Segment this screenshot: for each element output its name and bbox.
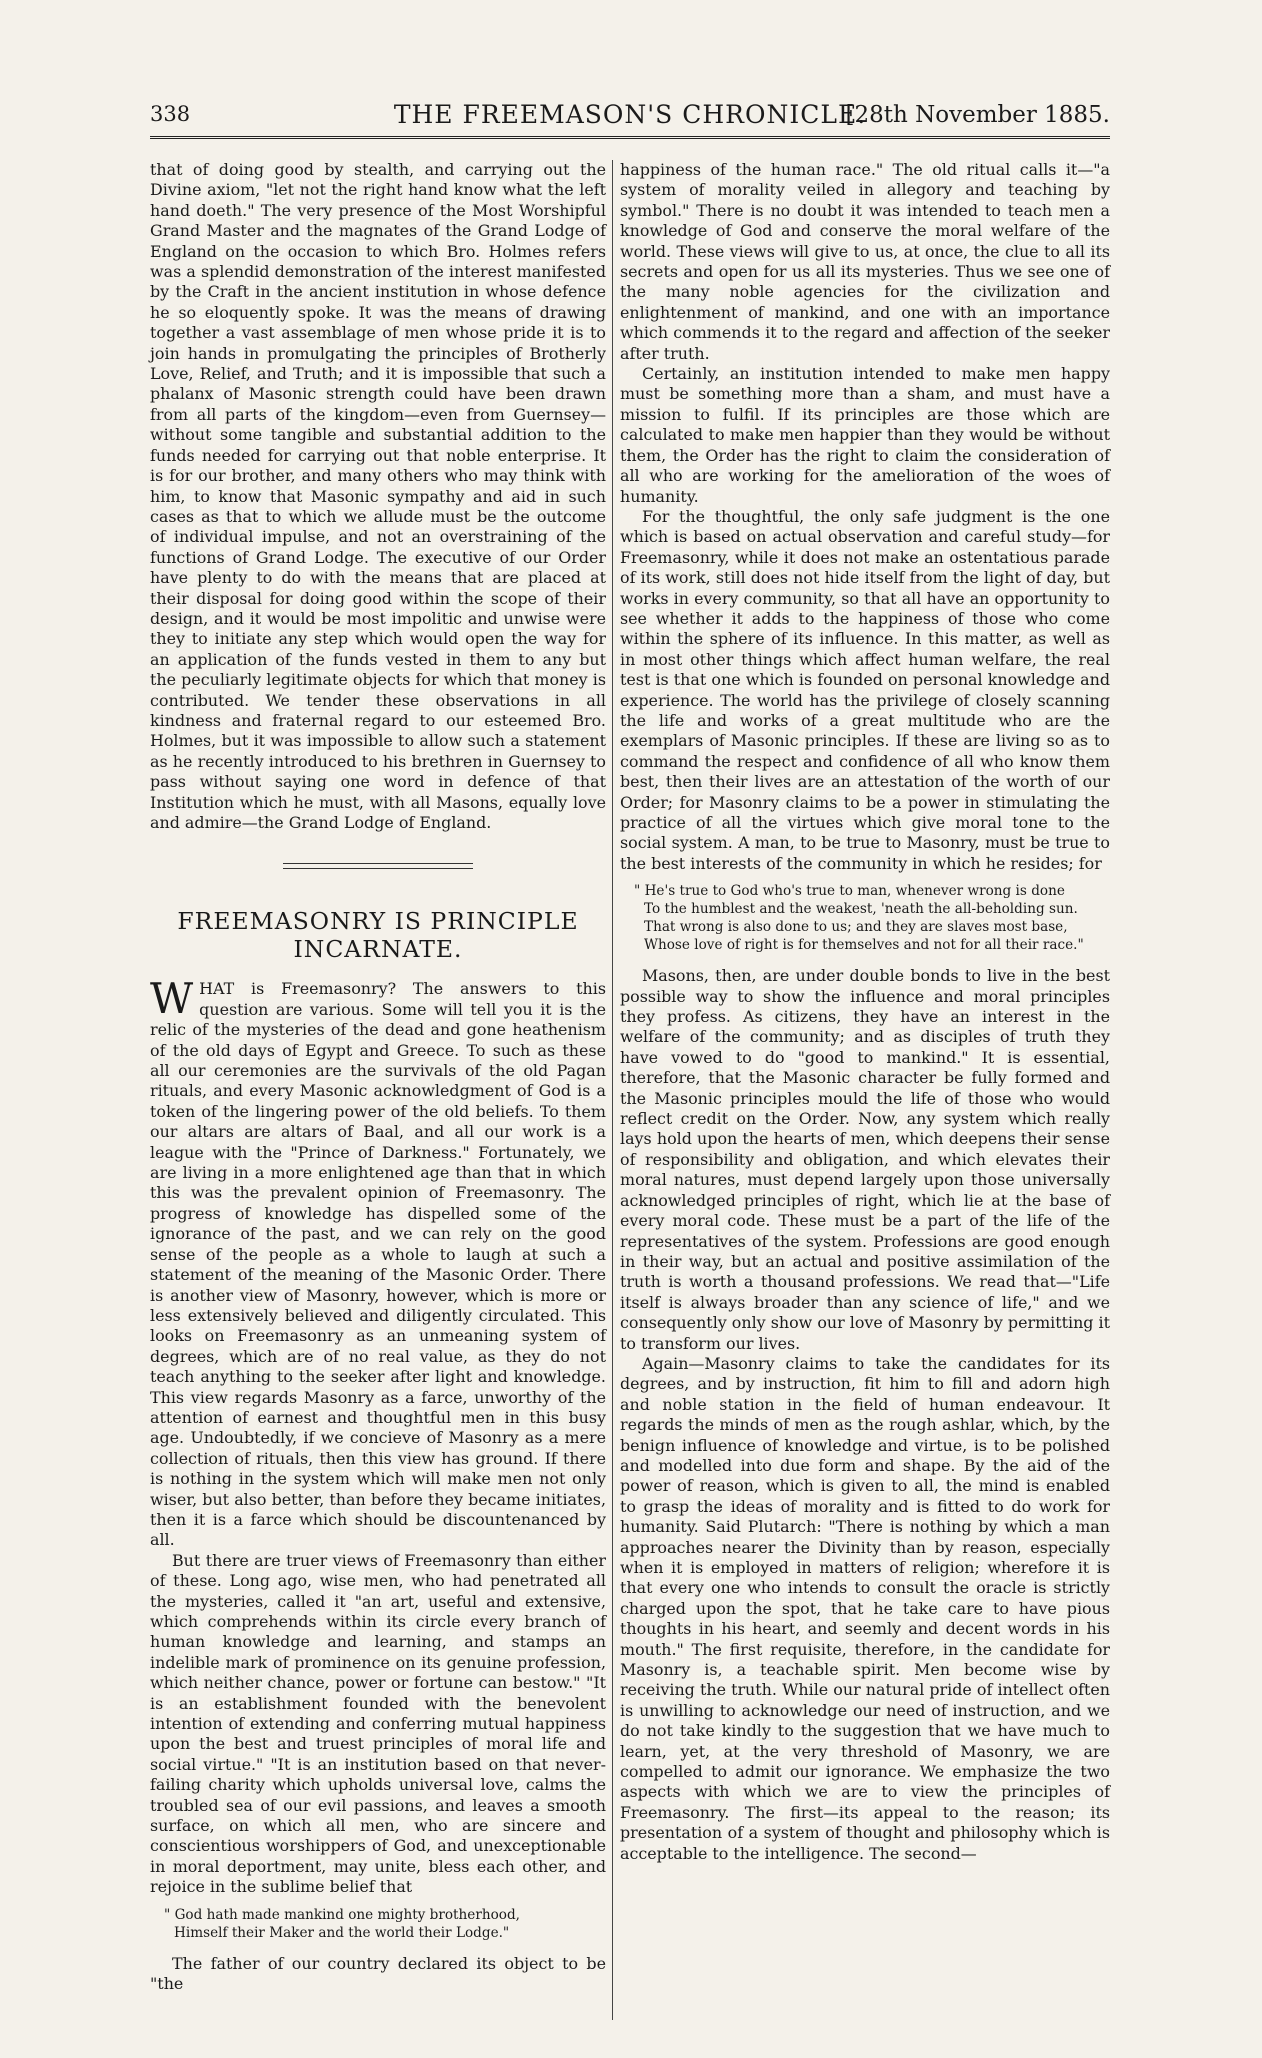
verse-line: Himself their Maker and the world their Lodge." <box>174 1924 510 1941</box>
paragraph-text: HAT is Freemasonry? The answers to this question are various. Some will tell you it is the relic of the mysteries of the dead and gone heathenism of the old days of Egypt and Greece. To such as these all our ceremonies are the survivals of the old Pagan rituals, and every Masonic acknowledgment of God is a token of the lingering power of the old beliefs. To them our altars are altars of Baal, and all our work is a league with the "Prince of Darkness." Fortunately, we are living in a more enlightened age than that in which this was the prevalent opinion of Freemasonry. The progress of knowledge has dispelled some of the ignorance of the past, and we can rely on the good sense of the people as a whole to laugh at such a statement of the meaning of the Masonic Order. There is another view of Masonry, however, which is more or less extensively believed and diligently circulated. This looks on Freemasonry as an unmeaning system of degrees, which are of no real value, as they do not teach anything to the seeker after light and knowledge. This view regards Masonry as a farce, unworthy of the attention of earnest and thoughtful men in this busy age. Undoubtedly, if we concieve of Masonry as a mere collection of rituals, then this view has ground. If there is nothing in the system which will make men not only wiser, but also better, than before they became initiates, then it is a farce which should be discountenanced by all. <box>150 979 606 1550</box>
paragraph: Certainly, an institution intended to make men happy must be something more than a sham, and must have a mission to fulfil. If its principles are those which are calculated to make men happier than they would be without them, the Order has the right to claim the consideration of all who are working for the amelioration of the woes of humanity. <box>620 364 1110 506</box>
paragraph: Masons, then, are under double bonds to live in the best possible way to show the influence and moral principles they profess. As citizens, they have an interest in the welfare of the community; and as disciples of truth they have vowed to do "good to mankind." It is essential, therefore, that the Masonic character be fully formed and the Masonic principles mould the life of those who would reflect credit on the Order. Now, any system which really lays hold upon the hearts of men, which deepens their sense of responsibility and obligation, and which elevates their moral natures, must depend largely upon those universally acknowledged principles of right, which lie at the base of every moral code. These must be a part of the life of the representatives of the system. Professions are good enough in their way, but an actual and positive assimilation of the truth is worth a thousand professions. We read that—"Life itself is always broader than any science of life," and we consequently only show our love of Masonry by permitting it to transform our lives. <box>620 966 1110 1353</box>
column-divider <box>612 160 613 2020</box>
article-headline <box>150 907 606 963</box>
header-rule <box>150 136 1110 139</box>
verse-line: To the humblest and the weakest, 'neath the all-beholding sun. <box>644 901 1078 918</box>
paragraph <box>150 974 606 1550</box>
right-column <box>620 160 1110 1864</box>
issue-date: [28th November 1885. <box>845 102 1110 128</box>
headline-line: FREEMASONRY IS PRINCIPLE <box>177 907 579 936</box>
paragraph: Again—Masonry claims to take the candidates for its degrees, and by instruction, fit him to fill and adorn high and noble station in the field of human endeavour. It regards the minds of men as the rough ashlar, which, by the benign influence of knowledge and virtue, is to be polished and modelled into due form and shape. By the aid of the power of reason, which is given to all, the mind is enabled to grasp the ideas of morality and is fitted to do work for humanity. Said Plutarch: "There is nothing by which a man approaches nearer the Divinity than by reason, especially when it is employed in matters of religion; wherefore it is that every one who intends to consult the oracle is strictly charged upon the spot, that he take care to have pious thoughts in his heart, and seemly and decent words in his mouth." The first requisite, therefore, in the candidate for Masonry is, a teachable spirit. Men become wise by receiving the truth. While our natural pride of intellect often is unwilling to acknowledge our need of instruction, and we do not take kindly to the suggestion that we have much to learn, yet, at the very threshold of Masonry, we are compelled to admit our ignorance. We emphasize the two aspects with which we are to view the principles of Freemasonry. The first—its appeal to the reason; its presentation of a system of thought and philosophy which is acceptable to the intelligence. The second— <box>620 1353 1110 1863</box>
verse-line: " He's true to God who's true to man, whenever wrong is done <box>634 883 1065 900</box>
paragraph: But there are truer views of Freemasonry than either of these. Long ago, wise men, who had penetrated all the mysteries, called it "an art, useful and extensive, which comprehends within its circle every branch of human knowledge and learning, and stamps an indelible mark of prominence on its genuine profession, which neither chance, power or fortune can bestow." "It is an establishment founded with the benevolent intention of extending and conferring mutual happiness upon the best and truest principles of moral life and social virtue." "It is an institution based on that never-failing charity which upholds universal love, calms the troubled sea of our evil passions, and leaves a smooth surface, on which all men, who are sincere and conscientious worshippers of God, and unexceptionable in moral deportment, may unite, bless each other, and rejoice in the sublime belief that <box>150 1550 606 1897</box>
left-column <box>150 160 606 1995</box>
paragraph: The father of our country declared its object to be "the <box>150 1953 606 1994</box>
paragraph: that of doing good by stealth, and carrying out the Divine axiom, "let not the right hand know what the left hand doeth." The very presence of the Most Worshipful Grand Master and the magnates of the Grand Lodge of England on the occasion to which Bro. Holmes refers was a splendid demonstration of the interest manifested by the Craft in the ancient institution in whose defence he so eloquently spoke. It was the means of drawing together a vast assemblage of men whose pride it is to join hands in promulgating the principles of Brotherly Love, Relief, and Truth; and it is impossible that such a phalanx of Masonic strength could have been drawn from all parts of the kingdom—even from Guernsey—without some tangible and substantial addition to the funds needed for carrying out that noble enterprise. It is for our brother, and many others who may think with him, to know that Masonic sympathy and aid in such cases as that to which we allude must be the outcome of individual impulse, and not an overstraining of the functions of Grand Lodge. The executive of our Order have plenty to do with the means that are placed at their disposal for doing good within the scope of their design, and it would be most impolitic and unwise were they to initiate any step which would open the way for an application of the funds vested in them to any but the peculiarly legitimate objects for which that money is contributed. We tender these observations in all kindness and fraternal regard to our esteemed Bro. Holmes, but it was impossible to allow such a statement as he recently introduced to his brethren in Guernsey to pass without saying one word in defence of that Institution which he must, with all Masons, equally love and admire—the Grand Lodge of England. <box>150 160 606 832</box>
publication-title: THE FREEMASON'S CHRONICLE. <box>393 100 867 129</box>
drop-cap: W <box>150 974 194 1024</box>
verse-line: That wrong is also done to us; and they are slaves most base, <box>644 919 1068 936</box>
headline-line: INCARNATE. <box>293 935 463 964</box>
verse-line: Whose love of right is for themselves and not for all their race." <box>644 937 1084 954</box>
section-break <box>283 863 473 869</box>
paragraph: happiness of the human race." The old ritual calls it—"a system of morality veiled in allegory and teaching by symbol." There is no doubt it was intended to teach men a knowledge of God and conserve the moral welfare of the world. These views will give to us, at once, the clue to all its secrets and open for us all its mysteries. Thus we see one of the many noble agencies for the civilization and enlightenment of mankind, and one with an importance which commends it to the regard and affection of the seeker after truth. <box>620 160 1110 363</box>
verse-quote <box>164 1906 606 1942</box>
paragraph: For the thoughtful, the only safe judgment is the one which is based on actual observation and careful study—for Freemasonry, while it does not make an ostentatious parade of its work, still does not hide itself from the light of day, but works in every community, so that all have an opportunity to see whether it adds to the happiness of those who come within the sphere of its influence. In this matter, as well as in most other things which affect human welfare, the real test is that one which is founded on personal knowledge and experience. The world has the privilege of closely scanning the life and works of a great multitude who are the exemplars of Masonic principles. If these are living so as to command the respect and confidence of all who know them best, then their lives are an attestation of the worth of our Order; for Masonry claims to be a power in stimulating the practice of all the virtues which give moral tone to the social system. A man, to be true to Masonry, must be true to the best interests of the community in which he resides; for <box>620 506 1110 873</box>
verse-quote <box>634 882 1110 954</box>
page-header <box>150 100 1110 136</box>
verse-line: " God hath made mankind one mighty brotherhood, <box>164 1906 520 1923</box>
page-number: 338 <box>150 102 191 126</box>
